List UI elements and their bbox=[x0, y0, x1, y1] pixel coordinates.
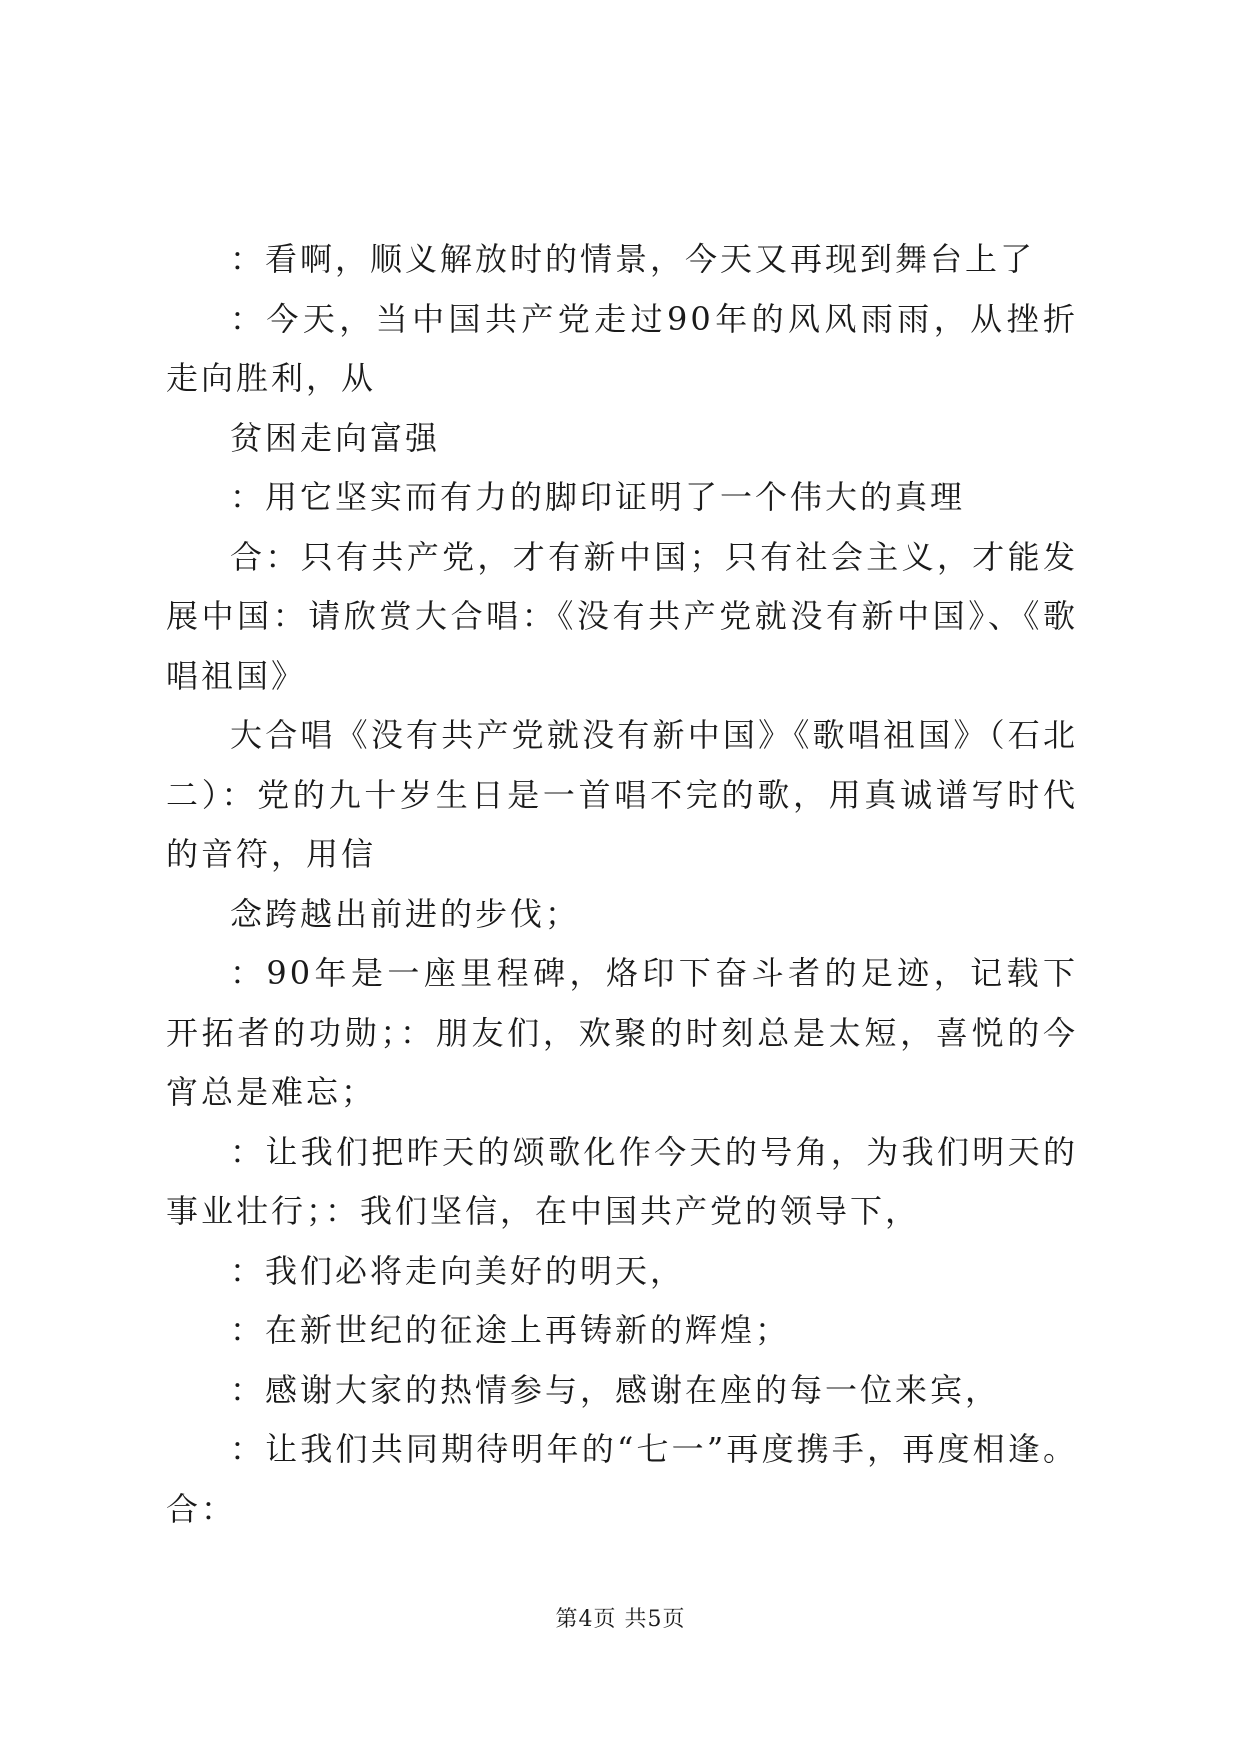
paragraph: 合：只有共产党，才有新中国；只有社会主义，才能发展中国：请欣赏大合唱：《没有共产党就没有新中国》、《歌唱祖国》 bbox=[166, 537, 1078, 695]
paragraph: ：今天，当中国共产党走过90年的风风雨雨，从挫折走向胜利，从 bbox=[166, 299, 1078, 397]
paragraph: ：90年是一座里程碑，烙印下奋斗者的足迹，记载下开拓者的功勋；：朋友们，欢聚的时刻总是太短，喜悦的今宵总是难忘； bbox=[166, 954, 1078, 1111]
paragraph: 贫困走向富强 bbox=[230, 418, 441, 457]
page-footer: 第4页 共5页 bbox=[555, 1607, 686, 1632]
paragraph: ：在新世纪的征途上再铸新的辉煌； bbox=[230, 1311, 791, 1349]
document-body bbox=[166, 230, 1078, 1539]
paragraph: ：我们必将走向美好的明天， bbox=[230, 1251, 686, 1290]
paragraph: 大合唱《没有共产党就没有新中国》《歌唱祖国》（石北二）：党的九十岁生日是一首唱不完的歌，用真诚谱写时代的音符，用信 bbox=[166, 716, 1078, 873]
paragraph: ：看啊，顺义解放时的情景，今天又再现到舞台上了 bbox=[230, 240, 1036, 278]
paragraph: ：让我们共同期待明年的“七一”再度携手，再度相逢。合： bbox=[166, 1430, 1078, 1528]
paragraph: ：让我们把昨天的颂歌化作今天的号角，为我们明天的事业壮行；：我们坚信，在中国共产党的领导下， bbox=[166, 1132, 1078, 1230]
paragraph: 念跨越出前进的步伐； bbox=[230, 894, 581, 933]
paragraph: ：感谢大家的热情参与，感谢在座的每一位来宾， bbox=[230, 1370, 1001, 1409]
paragraph: ：用它坚实而有力的脚印证明了一个伟大的真理 bbox=[230, 478, 966, 516]
